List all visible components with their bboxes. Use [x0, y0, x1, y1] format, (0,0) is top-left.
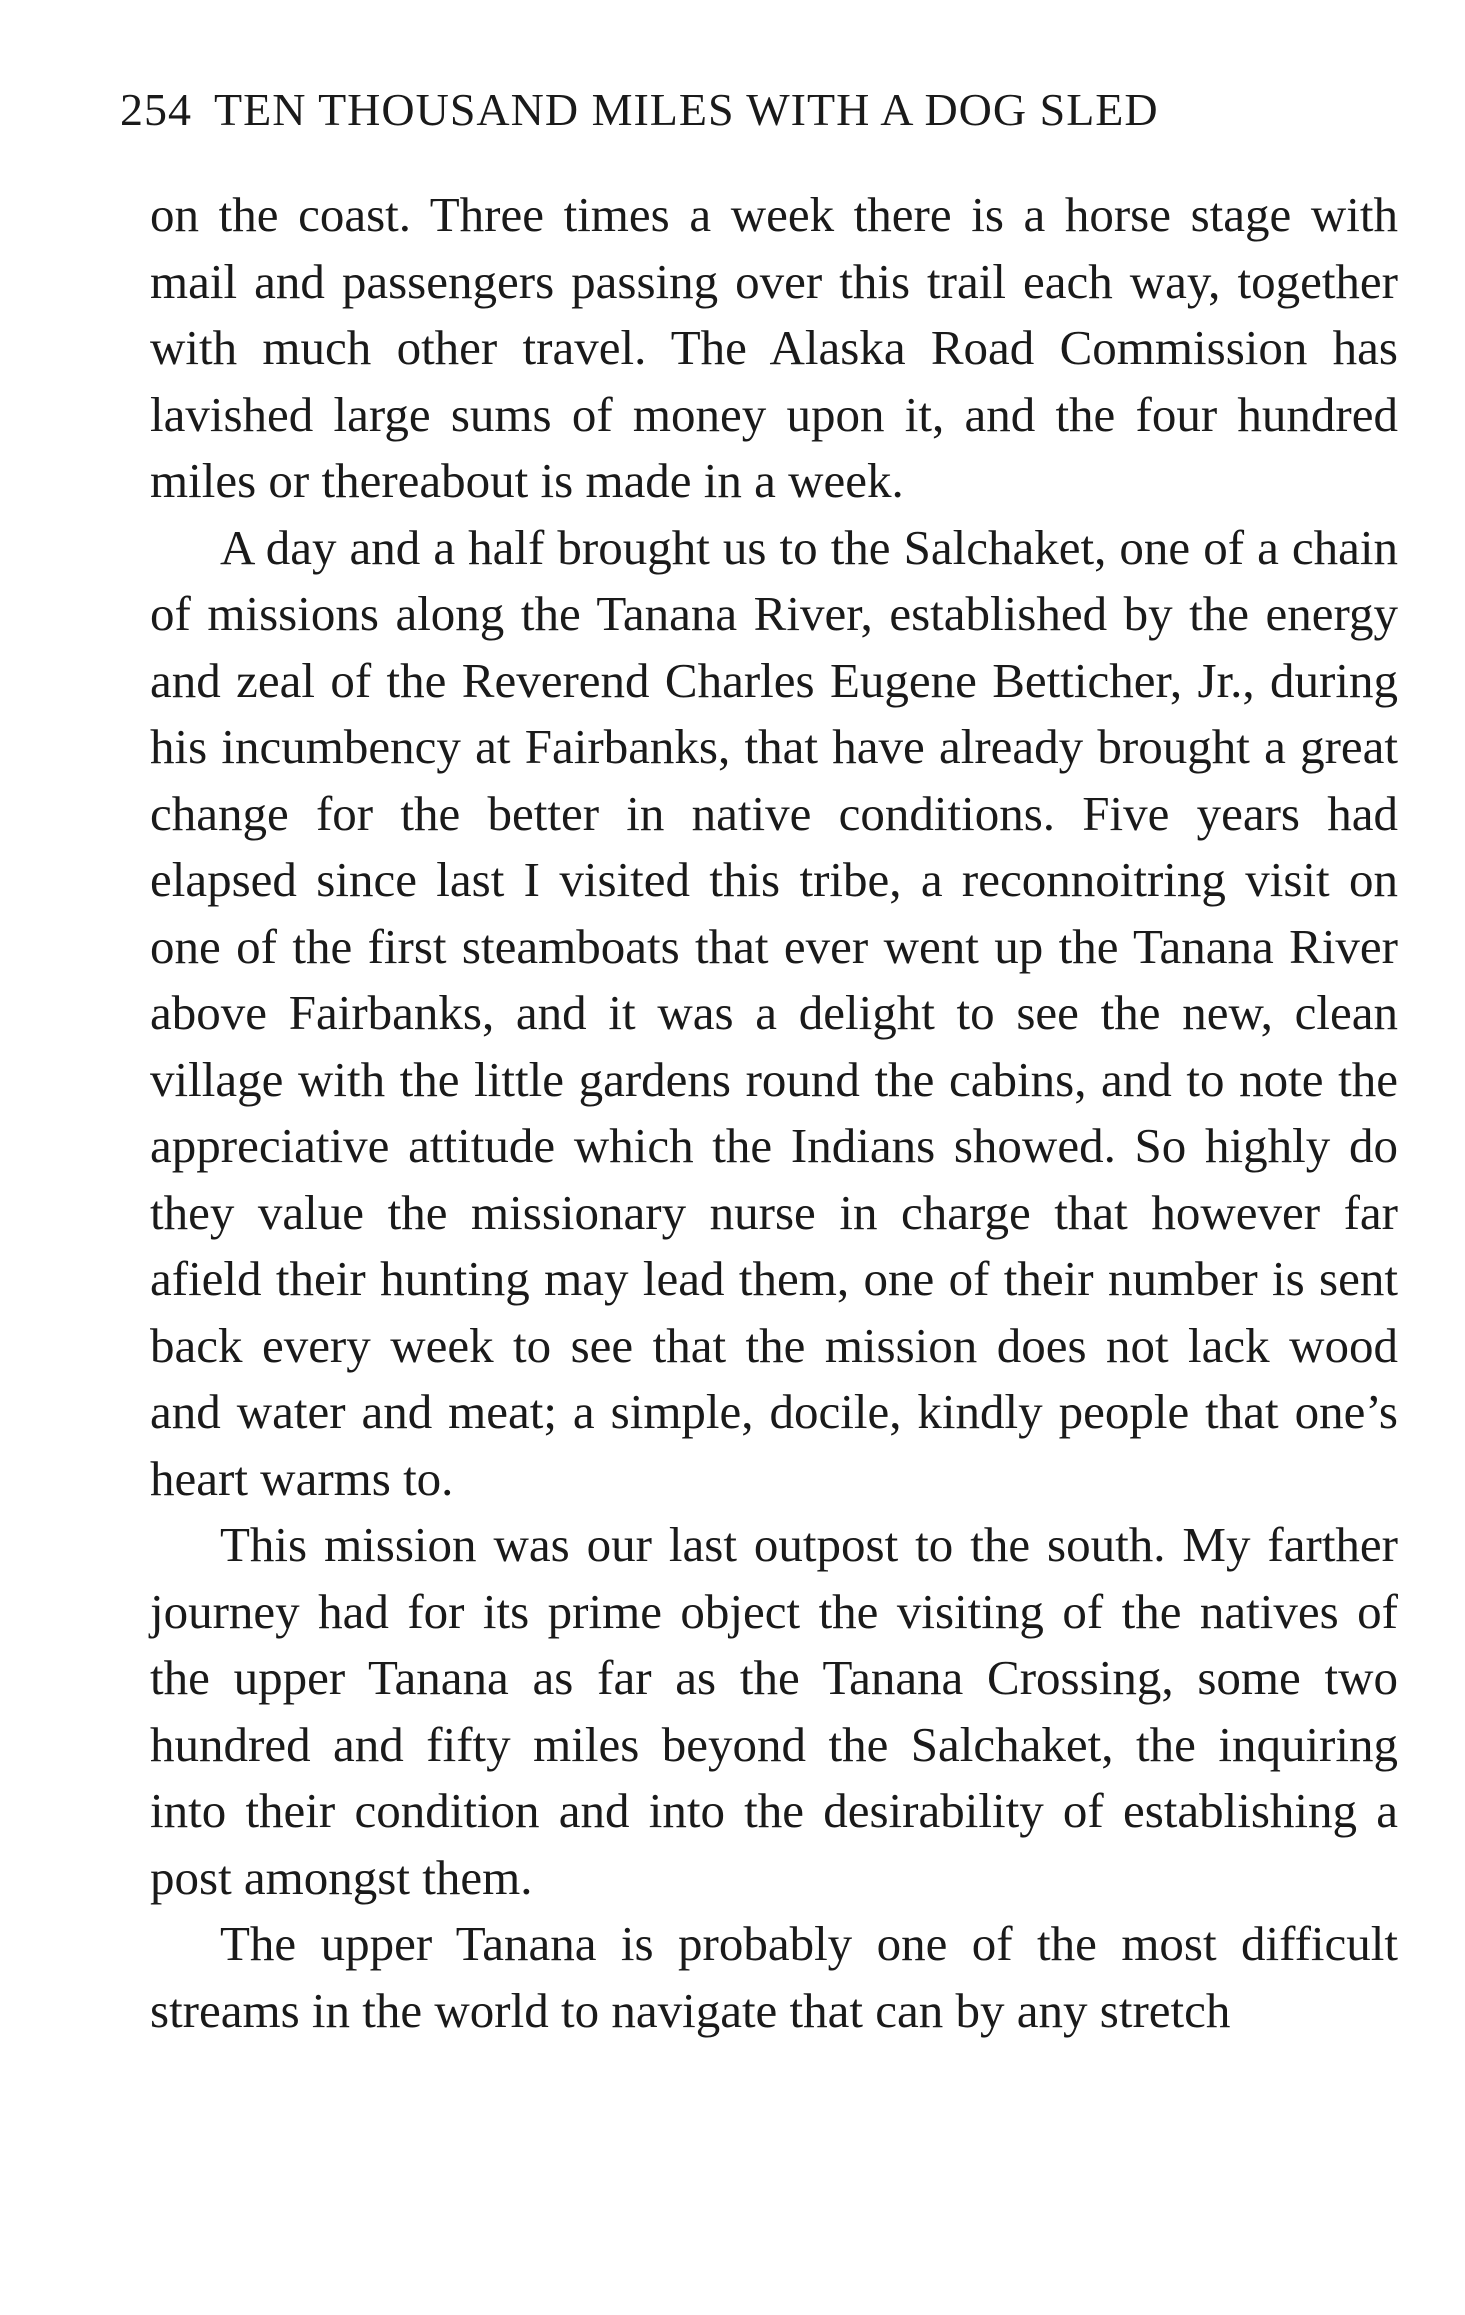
paragraph: A day and a half brought us to the Salchaket, one of a chain of missions along the Tanana River, established by the energy and zeal of the Reverend Charles Eugene Betticher, Jr., during his incumbency at Fairbanks, that have already brought a great change for the better in native conditions. Five years had elapsed since last I visited this tribe, a reconnoitring visit on one of the first steamboats that ever went up the Tanana River above Fairbanks, and it was a delight to see the new, clean village with the little gardens round the cabins, and to note the appreciative attitude which the Indians showed. So highly do they value the missionary nurse in charge that however far afield their hunting may lead them, one of their number is sent back every week to see that the mission does not lack wood and water and meat; a simple, docile, kindly people that one’s heart warms to. [150, 519, 1398, 1506]
body-text [150, 182, 1398, 2044]
page-number: 254 [120, 84, 192, 135]
paragraph-continued: on the coast. Three times a week there is a horse stage with mail and passengers passing over this trail each way, together with much other travel. The Alaska Road Commission has lavished large sums of money upon it, and the four hundred miles or thereabout is made in a week. [150, 187, 1398, 508]
paragraph: The upper Tanana is probably one of the most difficult streams in the world to navigate that can by any stretch [150, 1916, 1398, 2038]
running-title: TEN THOUSAND MILES WITH A DOG SLED [214, 84, 1159, 135]
running-head [120, 82, 1360, 138]
paragraph: This mission was our last outpost to the south. My farther journey had for its prime object the visiting of the natives of the upper Tanana as far as the Tanana Crossing, some two hundred and fifty miles beyond the Salchaket, the inquiring into their condition and into the desirability of establishing a post amongst them. [150, 1517, 1398, 1905]
